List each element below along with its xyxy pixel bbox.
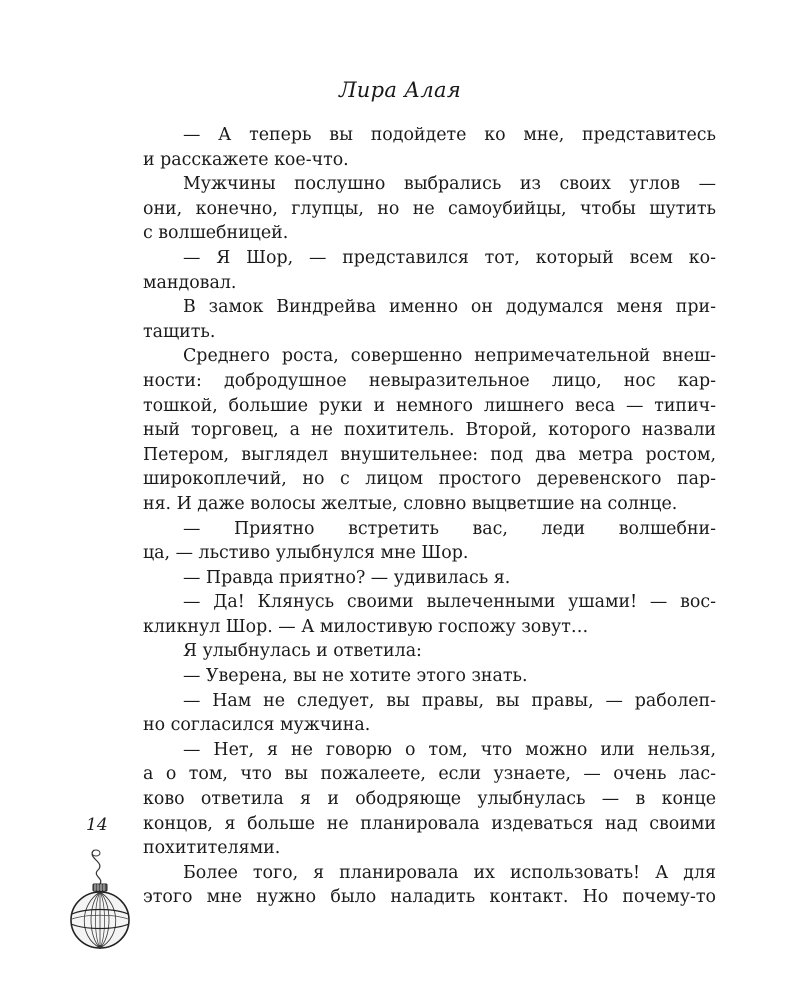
text-line: — Уверена, вы не хотите этого знать. [183,666,528,687]
text-line: Мужчины послушно выбрались из своих углов — [183,174,716,195]
text-line: ности: добродушное невыразительное лицо, нос кар- [143,370,716,391]
text-line: но согласился мужчина. [143,715,371,736]
body-text [143,123,716,910]
text-line: этого мне нужно было наладить контакт. Но почему-то [143,887,716,908]
text-line: Петером, выглядел внушительнее: под два метра ростом, [143,444,716,465]
text-line: а о том, что вы пожалеете, если узнаете, — очень лас- [143,764,716,785]
text-line: широкоплечий, но с лицом простого деревенского пар- [143,469,716,490]
text-line: — Правда приятно? — удивилась я. [183,567,511,588]
text-line: — А теперь вы подойдете ко мне, представитесь [183,125,716,145]
running-head-author: Лира Алая [338,78,462,102]
text-line: Среднего роста, совершенно непримечательной внеш- [183,346,716,367]
text-line: с волшебницей. [143,223,289,244]
text-line: концов, я больше не планировала издеваться над своими [143,813,716,834]
text-line: кликнул Шор. — А милостивую госпожу зовут… [143,616,589,637]
text-line: ня. И даже волосы желтые, словно выцветшие на солнце. [143,493,678,514]
text-line: тащить. [143,321,216,342]
text-line: — Нет, я не говорю о том, что можно или нельзя, [183,739,716,760]
text-line: Я улыбнулась и ответила: [183,641,422,662]
page-number: 14 [86,815,108,835]
text-line: — Приятно встретить вас, леди волшебни- [183,518,716,539]
text-line: они, конечно, глупцы, но не самоубийцы, чтобы шутить [143,198,716,219]
text-line: — Я Шор, — представился тот, который всем ко- [183,247,716,268]
text-line: — Нам не следует, вы правы, вы правы, — раболеп- [183,690,716,711]
text-line: В замок Виндрейва именно он додумался меня при- [183,297,716,318]
text-line: мандовал. [143,272,237,293]
text-line: ный торговец, а не похититель. Второй, которого назвали [143,420,716,441]
text-line: ково ответила я и ободряюще улыбнулась — в конце [143,789,716,810]
text-line: похитителями. [143,838,281,859]
text-line: Более того, я планировала их использовать! А для [183,862,716,883]
christmas-bauble-icon [66,848,134,950]
text-line: и расскажете кое-что. [143,149,349,170]
text-line: — Да! Клянусь своими вылеченными ушами! — вос- [183,592,716,613]
text-line: ца, — льстиво улыбнулся мне Шор. [143,543,469,564]
text-line: тошкой, большие руки и немного лишнего веса — типич- [143,395,716,416]
